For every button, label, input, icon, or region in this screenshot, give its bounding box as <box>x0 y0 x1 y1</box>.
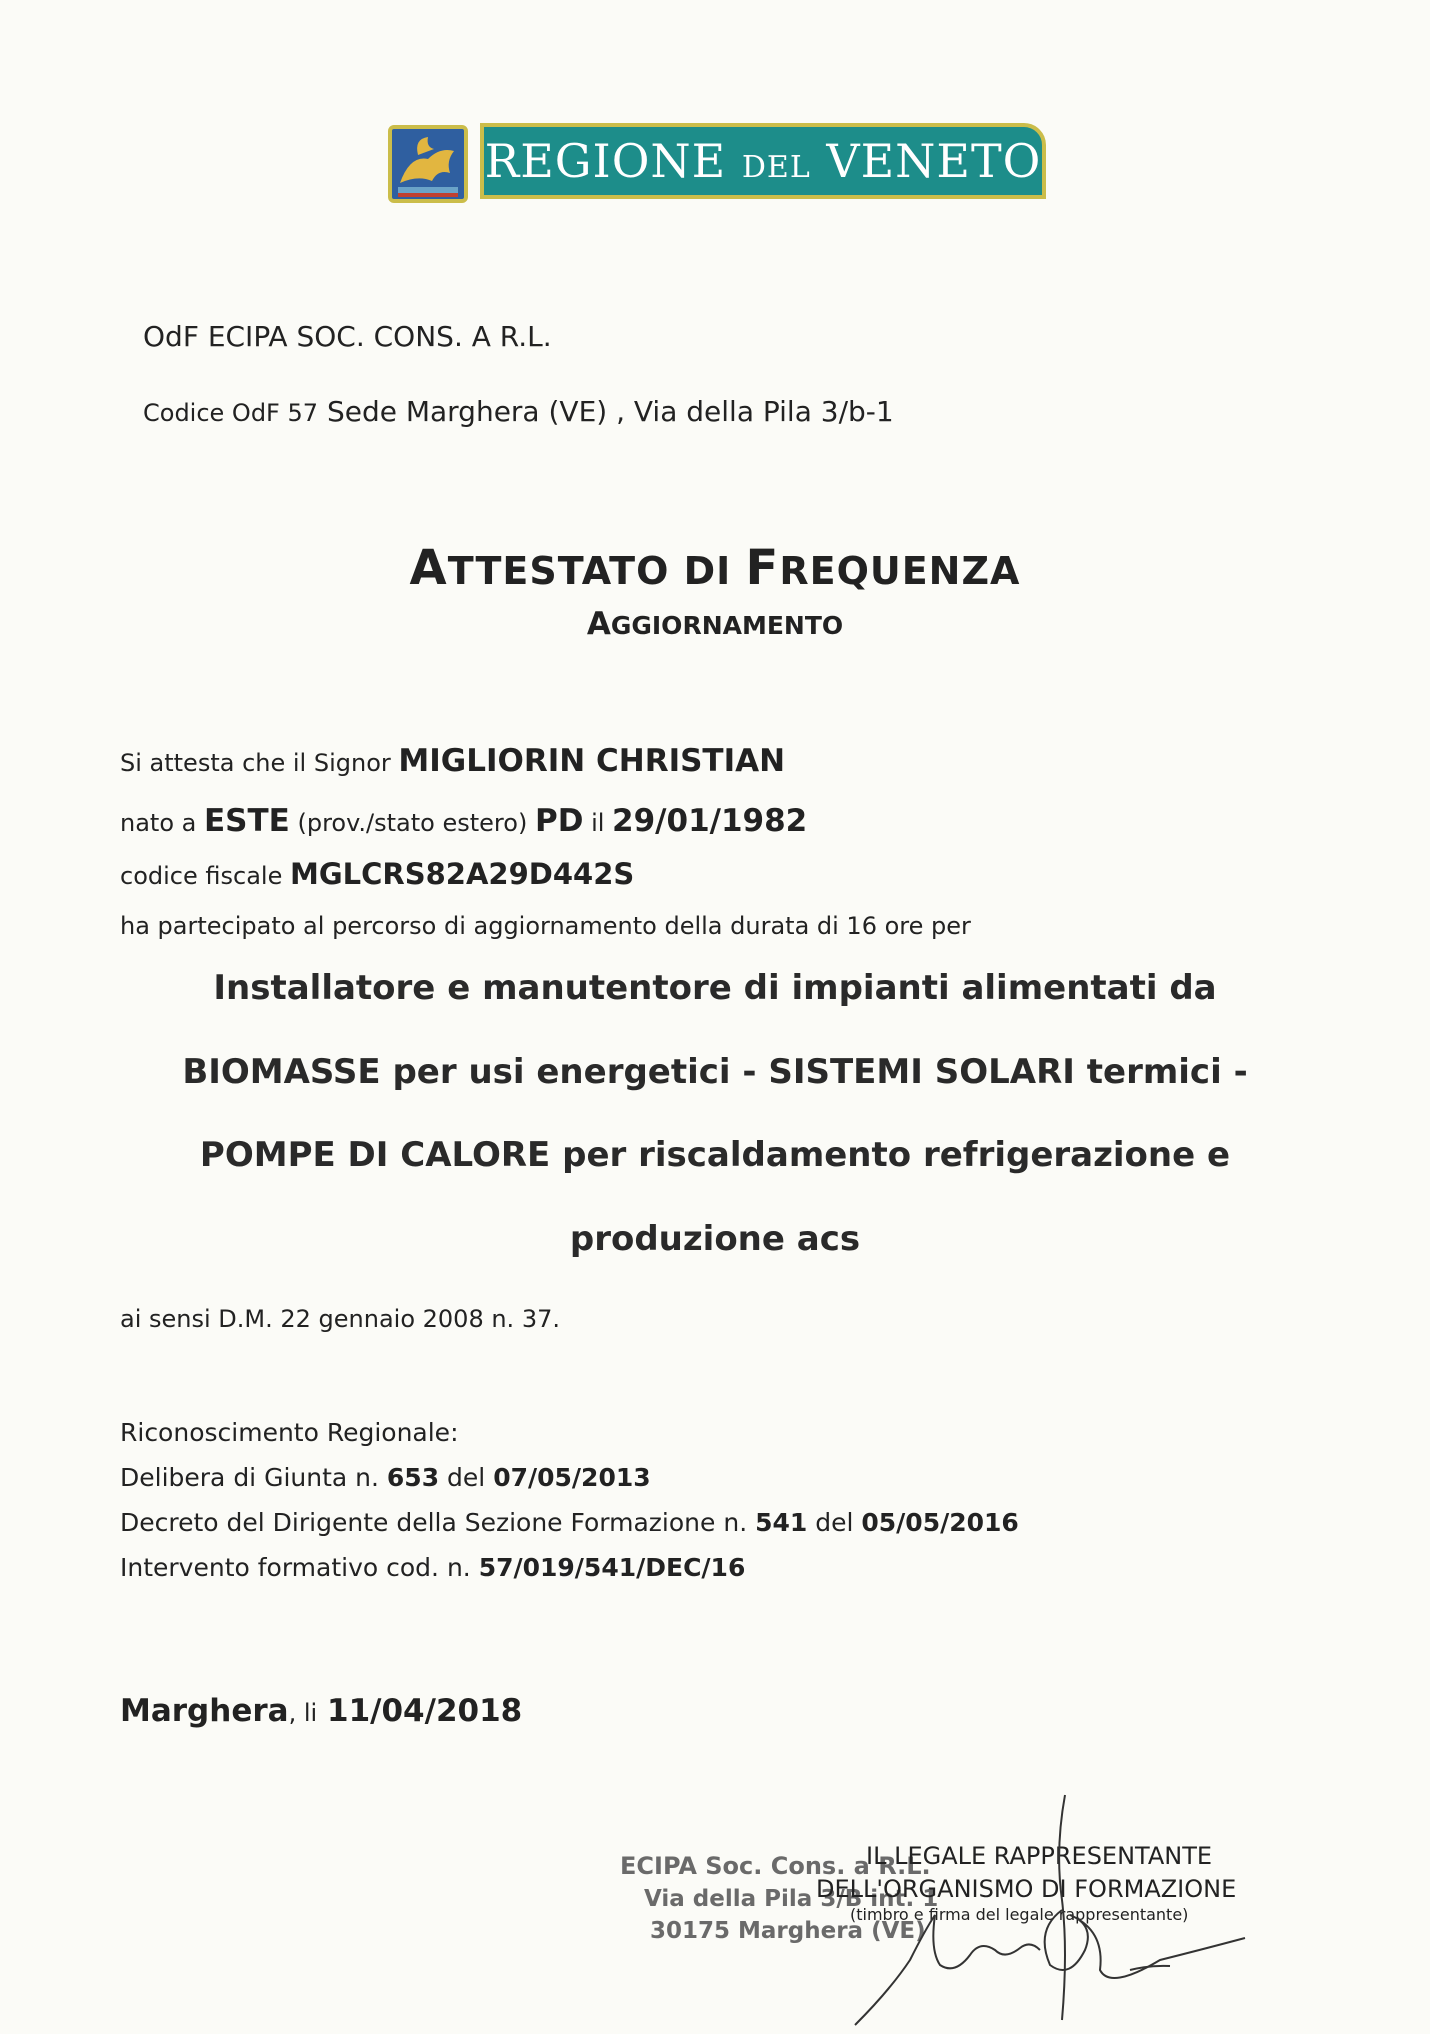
person-name: MIGLIORIN CHRISTIAN <box>398 743 786 779</box>
place-date: Marghera, li 11/04/2018 <box>120 1693 523 1729</box>
signature-title-1: IL LEGALE RAPPRESENTANTE <box>866 1842 1213 1870</box>
attestation-intro: Si attesta che il Signor MIGLIORIN CHRISTIAN <box>120 743 786 779</box>
stamp-line-2: Via della Pila 3/B int. 1 <box>644 1886 939 1912</box>
organization-code-address <box>143 395 894 428</box>
delibera-line: Delibera di Giunta n. 653 del 07/05/2013 <box>120 1463 651 1492</box>
fiscal-code: MGLCRS82A29D442S <box>289 857 635 891</box>
handwritten-signature-icon <box>830 1790 1260 2030</box>
issue-date: 11/04/2018 <box>327 1693 523 1729</box>
stamp-line-3: 30175 Marghera (VE) <box>650 1918 926 1944</box>
intervento-line: Intervento formativo cod. n. 57/019/541/DEC/16 <box>120 1553 746 1582</box>
course-line-1: Installatore e manutentore di impianti alimentati da <box>213 968 1217 1008</box>
regione-veneto-logo <box>388 123 1050 203</box>
organization-code: Codice OdF 57 <box>143 399 319 427</box>
signature-note: (timbro e firma del legale rappresentante) <box>850 1905 1189 1924</box>
signature-title-2: DELL'ORGANISMO DI FORMAZIONE <box>816 1875 1237 1903</box>
organization-address: Sede Marghera (VE) , Via della Pila 3/b-1 <box>326 395 894 428</box>
place: Marghera <box>120 1693 289 1729</box>
lion-of-st-mark-icon <box>388 125 468 203</box>
organization-line: OdF ECIPA SOC. CONS. A R.L. <box>143 320 552 353</box>
recognition-heading: Riconoscimento Regionale: <box>120 1418 459 1447</box>
region-banner <box>480 123 1046 199</box>
course-line-4: produzione acs <box>569 1219 861 1259</box>
region-name: REGIONE DEL VENETO <box>484 134 1042 188</box>
decreto-line: Decreto del Dirigente della Sezione Formazione n. 541 del 05/05/2016 <box>120 1508 1019 1537</box>
birth-date: 29/01/1982 <box>612 803 808 839</box>
fiscal-code-line: codice fiscale MGLCRS82A29D442S <box>120 857 635 891</box>
legal-reference: ai sensi D.M. 22 gennaio 2008 n. 37. <box>120 1305 560 1333</box>
stamp-line-1: ECIPA Soc. Cons. a R.L. <box>620 1852 931 1880</box>
course-line-3: POMPE DI CALORE per riscaldamento refrigerazione e <box>199 1135 1231 1175</box>
birthplace: ESTE <box>204 803 290 839</box>
document-title: ATTESTATO DI FREQUENZA <box>409 540 1021 596</box>
birth-line: nato a ESTE (prov./stato estero) PD il 29/01/1982 <box>120 803 808 839</box>
document-subtitle: AGGIORNAMENTO <box>586 606 844 642</box>
course-line-2: BIOMASSE per usi energetici - SISTEMI SOLARI termici - <box>182 1052 1248 1092</box>
participation-line: ha partecipato al percorso di aggiornamento della durata di 16 ore per <box>120 912 971 940</box>
province: PD <box>534 803 584 839</box>
